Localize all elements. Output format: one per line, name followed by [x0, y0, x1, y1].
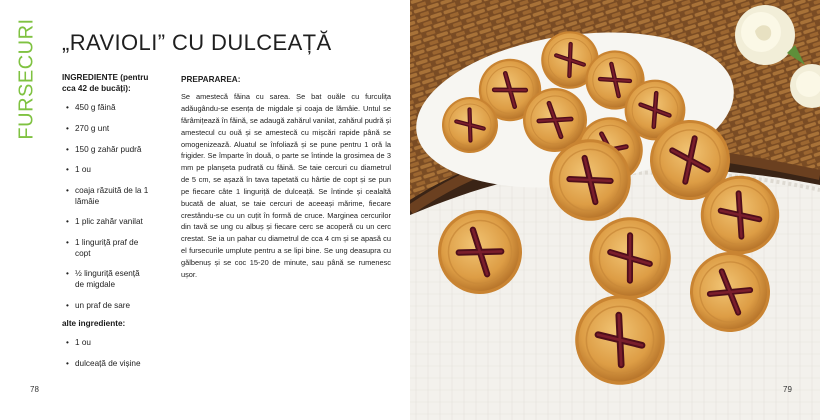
page-number-left: 78 [30, 385, 39, 394]
ingredient-item: • 270 g unt [62, 124, 150, 135]
section-label [14, 18, 40, 140]
preparation-text: Se amestecă făina cu sarea. Se bat ouăle cu furculița adăugându-se esența de migdale și coaja de lămâie. Untul se fărâmițează în făină, se adaugă zahărul vanilat, zahărul pudră și amestecul cu ouă și se amestecă cu mișcări rapide până se omogenizează. Aluatul se înfoliază și se pune pentru 1 oră la frigider. Se împarte în două, o parte se întinde la grosimea de 3 mm pe planșeta pudrată cu făină. Se taie cercuri cu diametrul de 5 cm, se așază în tava tapetată cu hârtie de copt și se pun pe fiecare câte 1 linguriță de dulceață. Se întinde și cealaltă bucată de aluat, se taie cercuri de aceeași mărime, fiecare crestându-se cu un cuțit în formă de cruce. Marginea cercurilor din tavă se ung cu albuș și fiecare cerc se acoperă cu un cerc crestat. Se ia un pahar cu diametrul de cca 4 cm și se apasă cu el fursecurile umplute pentru a se lipi bine. Se ung deasupra cu gălbenuș și se coc 15-20 de minute, sau până se rumenesc ușor. [181, 92, 391, 279]
right-page [410, 0, 820, 420]
preparation-column [181, 73, 391, 281]
ingredients-column [62, 73, 150, 379]
ingredients-list [62, 103, 150, 311]
alt-ingredients-list [62, 338, 150, 369]
pastries-photo [410, 0, 820, 420]
ingredient-item: • 1 ou [62, 165, 150, 176]
ingredient-item: • un praf de sare [62, 301, 150, 312]
ingredient-item: • 1 plic zahăr vanilat [62, 217, 150, 228]
preparation-heading: PREPARAREA: [181, 75, 241, 84]
ingredient-item: • coaja răzuită de la 1 lămâie [62, 186, 150, 207]
ingredient-item: • 1 linguriță praf de copt [62, 238, 150, 259]
ingredient-item: • 450 g făină [62, 103, 150, 114]
page-number-right: 79 [783, 385, 792, 394]
alt-ingredient-item: • 1 ou [62, 338, 150, 349]
alt-ingredient-item: • dulceață de vișine [62, 359, 150, 370]
recipe-title: „RAVIOLI” CU DULCEAȚĂ [62, 30, 332, 55]
ingredient-item: • ½ linguriță esență de migdale [62, 269, 150, 290]
ingredients-heading: INGREDIENTE (pentru cca 42 de bucăți): [62, 73, 149, 93]
ingredient-item: • 150 g zahăr pudră [62, 145, 150, 156]
alt-ingredients-heading: alte ingrediente: [62, 319, 126, 329]
section-label-text: FURSECURI [15, 18, 38, 140]
